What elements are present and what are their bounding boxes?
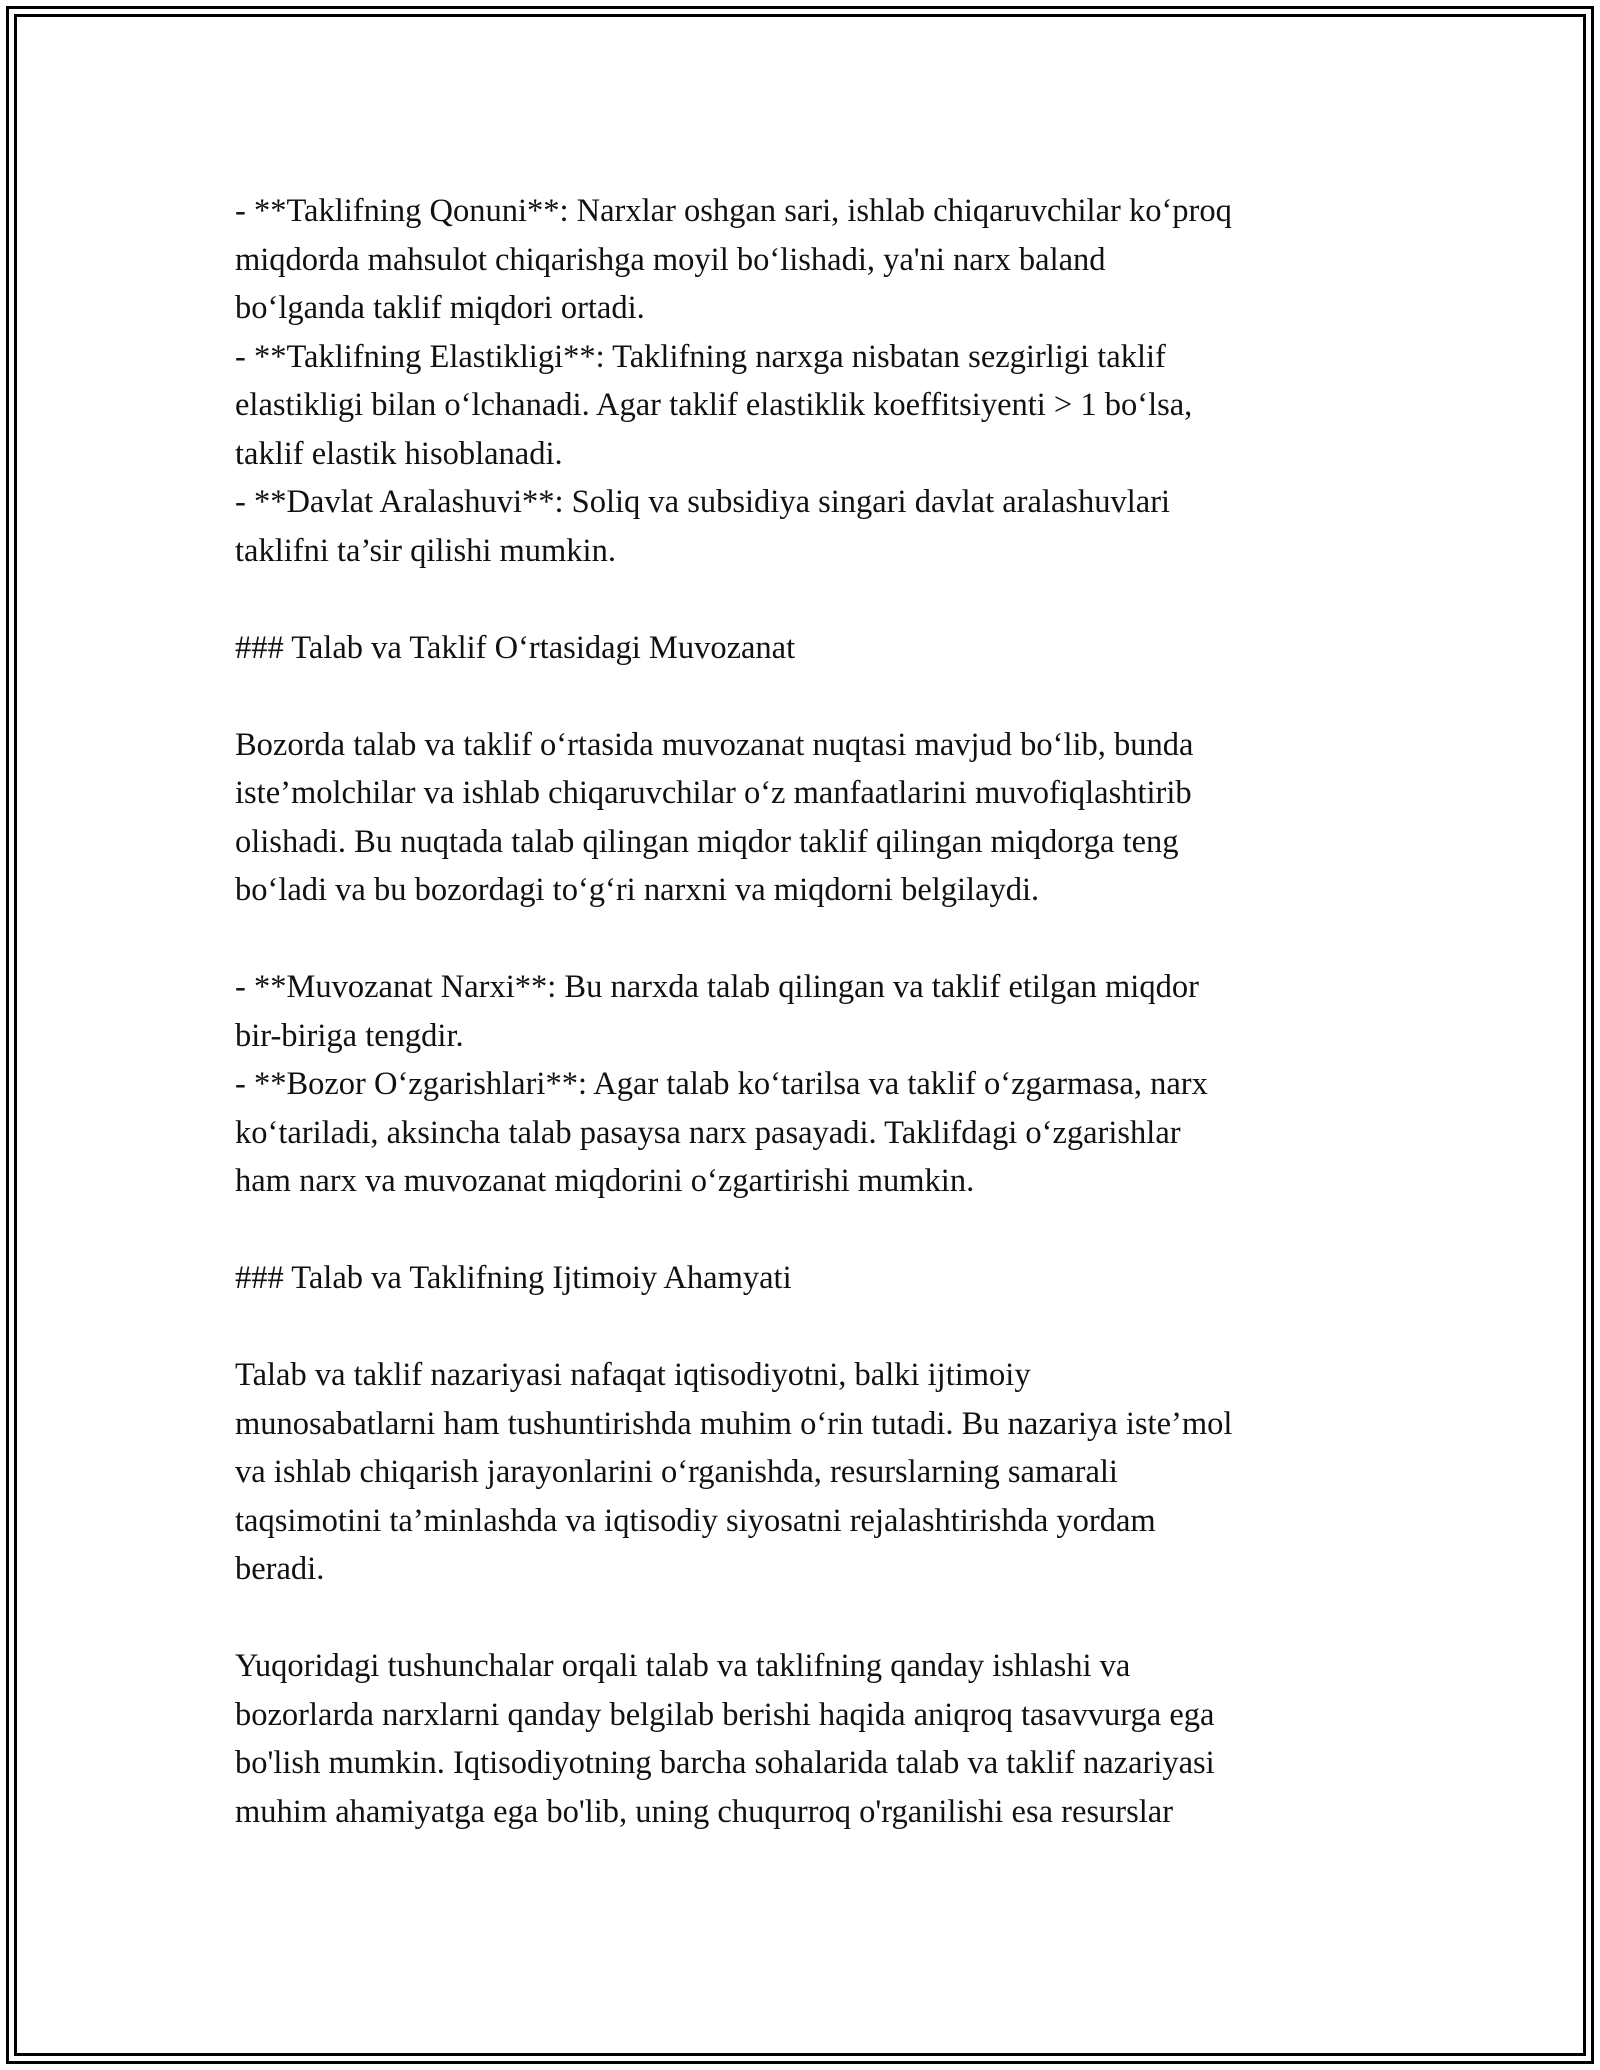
blank-line xyxy=(235,672,1375,721)
supply-law-item: - **Taklifning Qonuni**: Narxlar oshgan sari, ishlab chiqaruvchilar ko‘proq miqdorda mahsulot chiqarishga moyil bo‘lishadi, ya'ni narx baland bo‘lganda taklif miqdori ortadi. xyxy=(235,193,1232,326)
social-importance-paragraph: Talab va taklif nazariyasi nafaqat iqtisodiyotni, balki ijtimoiy munosabatlarni ham tushuntirishda muhim o‘rin tutadi. Bu nazariya iste’mol va ishlab chiqarish jarayonlarini o‘rganishda, resurslarning samarali taqsimotini ta’minlashda va iqtisodiy siyosatni rejalashtirishda yordam beradi. xyxy=(235,1357,1233,1587)
market-changes-item: - **Bozor O‘zgarishlari**: Agar talab ko‘tarilsa va taklif o‘zgarmasa, narx ko‘tariladi, aksincha talab pasaysa narx pasayadi. Taklifdagi o‘zgarishlar ham narx va muvozanat miqdorini o‘zgartirishi mumkin. xyxy=(235,1066,1208,1199)
equilibrium-price-item: - **Muvozanat Narxi**: Bu narxda talab qilingan va taklif etilgan miqdor bir-biriga tengdir. xyxy=(235,969,1199,1054)
blank-line xyxy=(235,915,1375,964)
document-body xyxy=(235,187,1375,1836)
blank-line xyxy=(235,575,1375,624)
equilibrium-heading: ### Talab va Taklif O‘rtasidagi Muvozanat xyxy=(235,629,796,666)
state-intervention-item: - **Davlat Aralashuvi**: Soliq va subsidiya singari davlat aralashuvlari taklifni ta’sir qilishi mumkin. xyxy=(235,484,1171,569)
blank-line xyxy=(235,1206,1375,1255)
blank-line xyxy=(235,1303,1375,1352)
conclusion-paragraph: Yuqoridagi tushunchalar orqali talab va taklifning qanday ishlashi va bozorlarda narxlarni qanday belgilab berishi haqida aniqroq tasavvurga ega bo'lish mumkin. Iqtisodiyotning barcha sohalarida talab va taklif nazariyasi muhim ahamiyatga ega bo'lib, uning chuqurroq o'rganilishi esa resurslar xyxy=(235,1648,1215,1830)
social-importance-heading: ### Talab va Taklifning Ijtimoiy Ahamyati xyxy=(235,1260,792,1296)
supply-elasticity-item: - **Taklifning Elastikligi**: Taklifning narxga nisbatan sezgirligi taklif elastikligi bilan o‘lchanadi. Agar taklif elastiklik koeffitsiyenti > 1 bo‘lsa, taklif elastik hisoblanadi. xyxy=(235,338,1193,472)
blank-line xyxy=(235,1594,1375,1643)
equilibrium-paragraph: Bozorda talab va taklif o‘rtasida muvozanat nuqtasi mavjud bo‘lib, bunda iste’molchilar va ishlab chiqaruvchilar o‘z manfaatlarini muvofiqlashtirib olishadi. Bu nuqtada talab qilingan miqdor taklif qilingan miqdorga teng bo‘ladi va bu bozordagi to‘g‘ri narxni va miqdorni belgilaydi. xyxy=(235,726,1194,908)
